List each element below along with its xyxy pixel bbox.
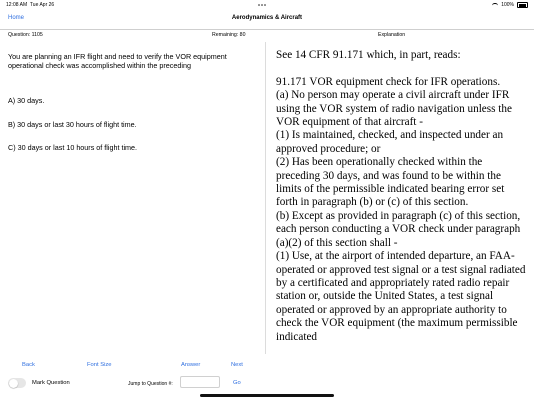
question-number: Question: 1105 xyxy=(8,32,43,38)
go-button[interactable]: Go xyxy=(233,380,241,386)
battery-icon xyxy=(517,2,528,8)
question-text: You are planning an IFR flight and need to verify the VOR equipment operational check was accomplished within the preceding xyxy=(8,52,227,70)
navigation-bar xyxy=(0,11,534,30)
jump-to-question-label: Jump to Question #: xyxy=(128,381,173,387)
home-button[interactable]: Home xyxy=(8,15,25,21)
answer-option-c[interactable]: C) 30 days or last 10 hours of flight time. xyxy=(8,143,138,152)
wifi-icon xyxy=(492,3,498,8)
battery-percent: 100% xyxy=(501,2,514,8)
status-bar xyxy=(0,0,534,10)
font-size-button[interactable]: Font Size xyxy=(87,362,112,368)
answer-option-a[interactable]: A) 30 days. xyxy=(8,96,45,105)
back-button[interactable]: Back xyxy=(22,362,35,368)
answer-option-b[interactable]: B) 30 days or last 30 hours of flight time. xyxy=(8,120,137,129)
next-button[interactable]: Next xyxy=(231,362,243,368)
mark-question-toggle[interactable] xyxy=(8,378,26,388)
explanation-heading: Explanation xyxy=(378,32,406,38)
explanation-text[interactable]: See 14 CFR 91.171 which, in part, reads: 91.171 VOR equipment check for IFR operations. (a) No person may operate a civil aircraft under IFR using the VOR system of radio navigation unless the VOR equipment of that aircraft - (1) Is maintained, checked, and inspected under an approved procedure; or (2) Has been operationally checked within the preceding 30 days, and was found to be within the limits of the permissible indicated bearing error set forth in paragraph (b) or (c) of this section. (b) Except as provided in paragraph (c) of this section, each person conducting a VOR check under paragraph (a)(2) of this section shall - (1) Use, at the airport of intended departure, an FAA-operated or approved test signal or a test signal radiated by a certificated and appropriately rated radio repair station or, outside the United States, a test signal operated or approved by an appropriate authority to check the VOR equipment (the maximum permissible indicated xyxy=(276,49,526,343)
mark-question-label: Mark Question xyxy=(32,380,70,386)
status-right xyxy=(492,2,528,8)
jump-to-question-input[interactable] xyxy=(180,376,220,388)
home-indicator[interactable] xyxy=(200,394,334,397)
page-title: Aerodynamics & Aircraft xyxy=(231,15,303,21)
panel-divider xyxy=(265,42,266,354)
answer-button[interactable]: Answer xyxy=(181,362,201,368)
remaining-count: Remaining: 80 xyxy=(212,32,246,38)
multitasking-dots-icon[interactable] xyxy=(258,4,266,6)
status-time: 12:08 AM Tue Apr 26 xyxy=(6,2,55,8)
